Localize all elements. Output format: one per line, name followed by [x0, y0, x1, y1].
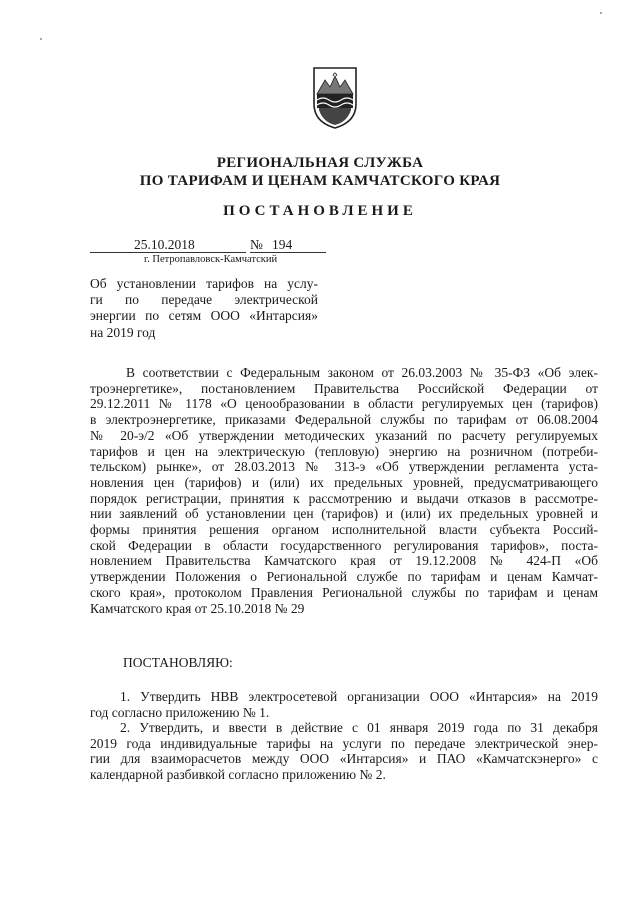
document-type: ПОСТАНОВЛЕНИЕ	[223, 203, 417, 219]
resolve-heading: ПОСТАНОВЛЯЮ:	[123, 655, 233, 670]
document-date: 25.10.2018	[134, 237, 195, 252]
subject-line: Об установлении тарифов на услу-	[90, 276, 318, 291]
preamble-line: утверждении Положения о Региональной службе по тарифам и ценам Камчат-	[90, 569, 598, 585]
number-sign: №	[250, 237, 263, 252]
preamble-line: формы принятия решения органом исполнительной власти субъекта Россий-	[90, 522, 598, 538]
preamble-line: нии заявлений об установлении цен (тарифов) и (или) их предельных уровней и	[90, 506, 598, 522]
preamble-line: 29.12.2011 № 1178 «О ценообразовании в области регулируемых цен (тарифов)	[90, 396, 598, 412]
item-line: 1. Утвердить НВВ электросетевой организации ООО «Интарсия» на 2019	[120, 689, 598, 704]
document-number: 194	[272, 237, 293, 252]
resolution-item-2	[90, 720, 598, 783]
item-line: календарной разбивкой согласно приложению № 2.	[90, 767, 386, 783]
item-line: 2019 года индивидуальные тарифы на услуги по передаче электрической энер-	[90, 735, 598, 751]
item-line: год согласно приложению № 1.	[90, 704, 270, 720]
subject-line: энергии по сетям ООО «Интарсия»	[90, 308, 318, 324]
subject-line: на 2019 год	[90, 324, 156, 340]
document-subject	[90, 276, 318, 341]
scan-speck	[600, 12, 602, 14]
preamble-line: тарифов и цен на электрическую (тепловую) энергию на розничном (потреби-	[90, 443, 598, 459]
item-line: гии для взаиморасчетов между ООО «Интарсия» и ПАО «Камчатскэнерго» с	[90, 751, 598, 767]
preamble-line: новления цен (тарифов) и (или) их предельных уровней, предусматривающего	[90, 474, 598, 490]
resolution-item-1	[90, 689, 598, 720]
org-name-line2: ПО ТАРИФАМ И ЦЕНАМ КАМЧАТСКОГО КРАЯ	[139, 173, 501, 189]
scan-speck	[40, 38, 42, 40]
kamchatka-emblem-icon	[311, 64, 359, 130]
preamble-line: в электроэнергетике, приказами Федеральной службы по тарифам от 06.08.2004	[90, 412, 598, 428]
preamble-line: № 20-э/2 «Об утверждении методических указаний по расчету регулируемых	[90, 427, 598, 443]
subject-line: ги по передаче электрической	[90, 292, 318, 308]
preamble-line: Камчатского края от 25.10.2018 № 29	[90, 600, 305, 616]
number-underline	[250, 252, 326, 253]
preamble-line: тельском) рынке», от 28.03.2013 № 313-э «Об утверждении регламента уста-	[90, 459, 598, 475]
preamble-line: новлением Правительства Камчатского края от 19.12.2008 № 424-П «Об	[90, 553, 598, 569]
preamble-line: ской Федерации в области государственного регулирования тарифов», поста-	[90, 537, 598, 553]
preamble-line: ского края», протоколом Правления Региональной службы по тарифам и ценам	[90, 584, 598, 600]
date-underline	[90, 252, 246, 253]
preamble-line: В соответствии с Федеральным законом от 26.03.2003 № 35-ФЗ «Об элек-	[126, 365, 598, 380]
org-name-line1: РЕГИОНАЛЬНАЯ СЛУЖБА	[216, 155, 424, 171]
preamble-paragraph	[90, 365, 598, 616]
preamble-line: троэнергетике», постановлением Правительства Российской Федерации от	[90, 380, 598, 396]
city-name: г. Петропавловск-Камчатский	[144, 254, 278, 265]
preamble-line: порядок регистрации, принятия к рассмотрению и выдачи отказов в рассмотре-	[90, 490, 598, 506]
date-number-line	[90, 237, 330, 253]
item-line: 2. Утвердить, и ввести в действие с 01 января 2019 года по 31 декабря	[120, 720, 598, 735]
